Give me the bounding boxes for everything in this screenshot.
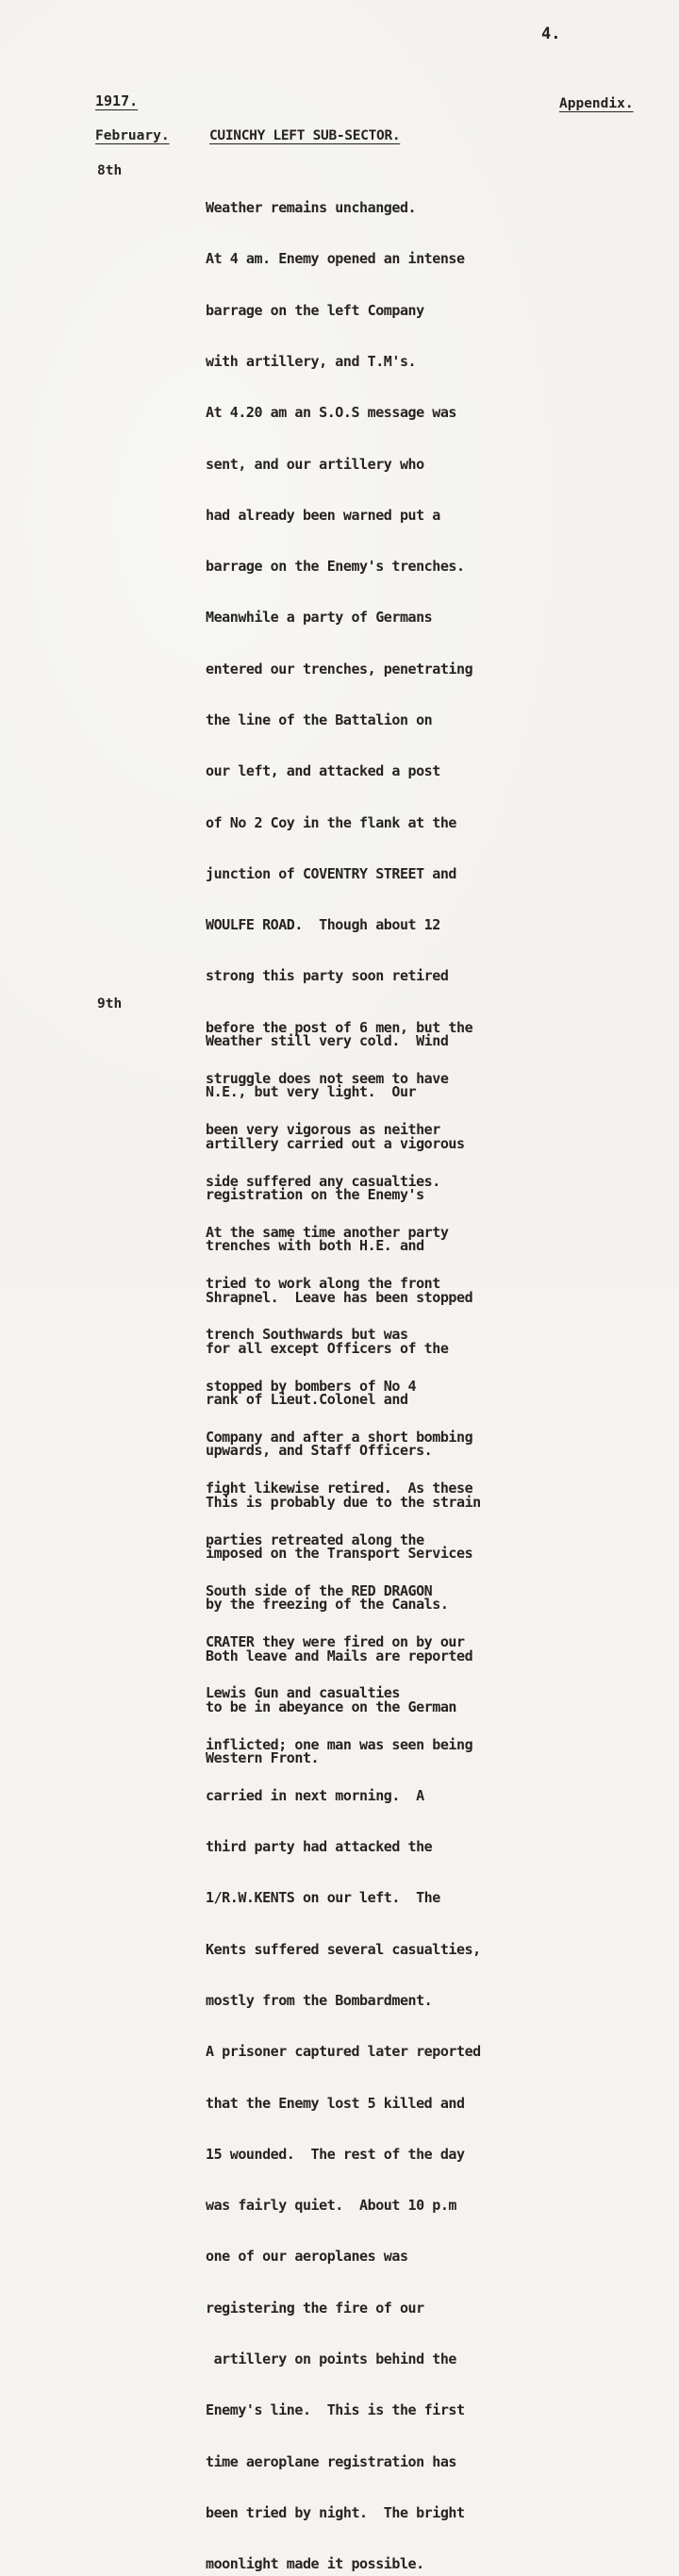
entry-line: stopped by bombers of No 4 bbox=[206, 1377, 417, 1395]
entry-line: trenches with both H.E. and bbox=[206, 1237, 424, 1255]
entry-line: Both leave and Mails are reported bbox=[206, 1647, 473, 1664]
entry-line: barrage on the left Company bbox=[206, 301, 424, 319]
entry-line: Enemy's line. This is the first bbox=[206, 2401, 465, 2419]
entry-line: sent, and our artillery who bbox=[206, 455, 424, 473]
entry-line: with artillery, and T.M's. bbox=[206, 353, 417, 371]
entry-line: artillery carried out a vigorous bbox=[206, 1134, 465, 1152]
entry-line: carried in next morning. A bbox=[206, 1786, 424, 1804]
entry-line: by the freezing of the Canals. bbox=[206, 1596, 449, 1614]
entry-line: Company and after a short bombing bbox=[206, 1428, 473, 1446]
entry-line: registration on the Enemy's bbox=[206, 1186, 424, 1204]
entry-line: registering the fire of our bbox=[206, 2299, 424, 2317]
entry-line: that the Enemy lost 5 killed and bbox=[206, 2094, 465, 2112]
entry-line: mostly from the Bombardment. bbox=[206, 1992, 433, 2010]
entry-line: CRATER they were fired on by our bbox=[206, 1633, 465, 1651]
appendix-heading: Appendix. bbox=[559, 96, 634, 111]
entry-line: This is probably due to the strain bbox=[206, 1493, 481, 1511]
entry-line: before the post of 6 men, but the bbox=[206, 1018, 473, 1036]
entry-line: struggle does not seem to have bbox=[206, 1069, 449, 1087]
entry-line: inflicted; one man was seen being bbox=[206, 1735, 473, 1753]
entry-line: the line of the Battalion on bbox=[206, 711, 433, 728]
entry-line: 15 wounded. The rest of the day bbox=[206, 2145, 465, 2163]
entry-line: to be in abeyance on the German bbox=[206, 1698, 457, 1715]
entry-line: WOULFE ROAD. Though about 12 bbox=[206, 916, 440, 934]
entry-line: one of our aeroplanes was bbox=[206, 2248, 408, 2266]
entry-line: our left, and attacked a post bbox=[206, 762, 440, 780]
entry-line: Lewis Gun and casualties bbox=[206, 1684, 400, 1702]
entry-line: had already been warned put a bbox=[206, 506, 440, 524]
entry-line: N.E., but very light. Our bbox=[206, 1083, 417, 1101]
entry-line: junction of COVENTRY STREET and bbox=[206, 864, 457, 882]
entry-line: was fairly quiet. About 10 p.m bbox=[206, 2197, 457, 2215]
year-heading: 1917. bbox=[95, 92, 139, 109]
month-heading: February. bbox=[95, 128, 170, 143]
entry-line: A prisoner captured later reported bbox=[206, 2043, 481, 2061]
entry-line: entered our trenches, penetrating bbox=[206, 660, 473, 677]
entry-line: Meanwhile a party of Germans bbox=[206, 609, 433, 627]
entry-line: barrage on the Enemy's trenches. bbox=[206, 558, 465, 576]
entry-line: South side of the RED DRAGON bbox=[206, 1581, 433, 1599]
entry-line: At 4 am. Enemy opened an intense bbox=[206, 250, 465, 268]
entry-line: tried to work along the front bbox=[206, 1275, 440, 1293]
entry-text bbox=[206, 998, 668, 1800]
entry-line: imposed on the Transport Services bbox=[206, 1545, 473, 1562]
entry-line: been very vigorous as neither bbox=[206, 1121, 440, 1139]
entry-line: Shrapnel. Leave has been stopped bbox=[206, 1288, 473, 1306]
entry-line: At the same time another party bbox=[206, 1223, 449, 1241]
page-number: 4. bbox=[541, 25, 561, 43]
entry-line: rank of Lieut.Colonel and bbox=[206, 1391, 408, 1409]
entry-line: artillery on points behind the bbox=[206, 2350, 457, 2367]
entry-line: side suffered any casualties. bbox=[206, 1172, 440, 1190]
entry-line: parties retreated along the bbox=[206, 1531, 424, 1548]
entry-line: 1/R.W.KENTS on our left. The bbox=[206, 1889, 440, 1907]
entry-line: for all except Officers of the bbox=[206, 1339, 449, 1357]
entry-line: time aeroplane registration has bbox=[206, 2452, 457, 2470]
entry-line: fight likewise retired. As these bbox=[206, 1480, 473, 1497]
entry-line: been tried by night. The bright bbox=[206, 2503, 465, 2521]
sector-heading: CUINCHY LEFT SUB-SECTOR. bbox=[209, 128, 401, 143]
entry-date: 8th bbox=[97, 163, 123, 178]
entry-line: upwards, and Staff Officers. bbox=[206, 1442, 433, 1460]
entry-line: At 4.20 am an S.O.S message was bbox=[206, 404, 457, 422]
entry-line: moonlight made it possible. bbox=[206, 2555, 424, 2573]
entry-line: of No 2 Coy in the flank at the bbox=[206, 813, 457, 831]
entry-line: third party had attacked the bbox=[206, 1838, 433, 1856]
entry-line: Western Front. bbox=[206, 1749, 320, 1767]
entry-date: 9th bbox=[97, 996, 123, 1012]
entry-line: trench Southwards but was bbox=[206, 1326, 408, 1344]
entry-line: Weather still very cold. Wind bbox=[206, 1032, 449, 1050]
entry-line: Kents suffered several casualties, bbox=[206, 1940, 481, 1958]
entry-line: Weather remains unchanged. bbox=[206, 199, 417, 217]
entry-line: strong this party soon retired bbox=[206, 967, 449, 985]
